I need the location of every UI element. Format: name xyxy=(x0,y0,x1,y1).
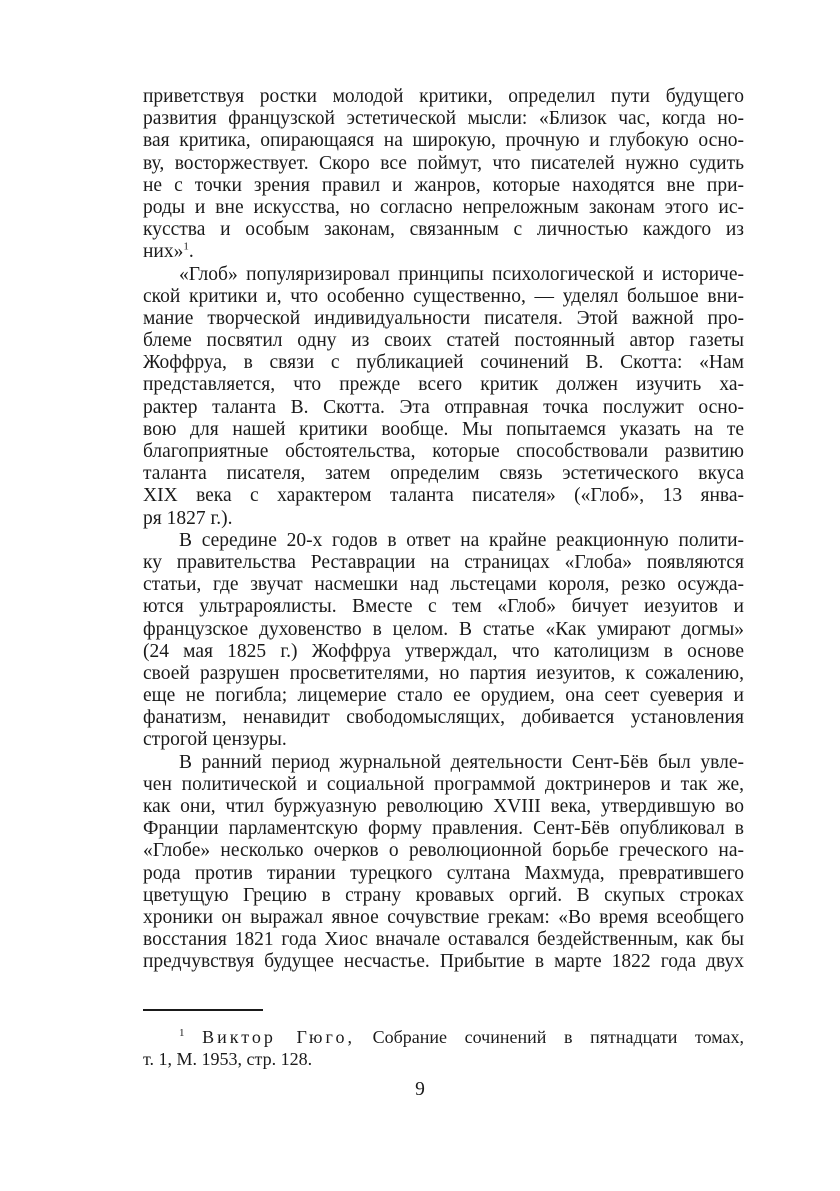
body-text xyxy=(143,86,744,974)
paragraph-start: В ранний период журнальной деятельности Сент-Бёв был увле- xyxy=(179,751,744,773)
text-line: роды и вне искусства, но согласно непреложным законам этого ис- xyxy=(143,196,744,218)
text-line-content: них» xyxy=(143,241,184,263)
text-line: «Глобе» несколько очерков о революционной борьбе греческого на- xyxy=(143,840,744,862)
page-number: 9 xyxy=(415,1079,425,1100)
footnote-author: Виктор Гюго, xyxy=(202,1027,355,1047)
text-line: строгой цензуры. xyxy=(143,729,287,751)
text-line: ской критики и, что особенно существенно, — уделял большое вни- xyxy=(143,285,744,307)
text-line: мание творческой индивидуальности писателя. Этой важной про- xyxy=(143,307,744,329)
text-line: ву, восторжествует. Скоро все поймут, что писателей нужно судить xyxy=(143,152,744,174)
text-line: них»$^1$. xyxy=(143,240,194,263)
text-line: предчувствуя будущее несчастье. Прибытие в марте 1822 года двух xyxy=(143,951,744,973)
footnote-title: Собрание сочинений в пятнадцати томах, xyxy=(372,1027,745,1047)
text-line: XIX века с характером таланта писателя» («Глоб», 13 янва- xyxy=(143,485,744,507)
text-line: таланта писателя, затем определим связь эстетического вкуса xyxy=(143,463,744,485)
footnote xyxy=(143,1026,744,1070)
text-line: фанатизм, ненавидит свободомыслящих, добивается установления xyxy=(143,707,744,729)
text-line: благоприятные обстоятельства, которые способствовали развитию xyxy=(143,441,744,462)
text-line: ку правительства Реставрации на страницах «Глоба» появляются xyxy=(143,551,744,573)
text-line: цветущую Грецию в страну кровавых оргий. В скупых строках xyxy=(143,884,744,906)
footnote-reference[interactable]: 1 xyxy=(183,240,189,253)
footnote-line: т. 1, М. 1953, стр. 128. xyxy=(143,1049,313,1069)
text-line: (24 мая 1825 г.) Жоффруа утверждал, что католицизм в основе xyxy=(143,640,744,662)
text-line: представляется, что прежде всего критик должен изучить ха- xyxy=(143,374,744,396)
paragraph-start: В середине 20-х годов в ответ на крайне реакционную полити- xyxy=(179,529,744,551)
text-line: своей разрушен просветителями, но партия иезуитов, к сожалению, xyxy=(143,662,744,684)
text-line: хроники он выражал явное сочувствие грекам: «Во время всеобщего xyxy=(143,906,744,928)
text-line: вою для нашей критики вообще. Мы попытаемся указать на те xyxy=(143,418,744,440)
text-line: приветствуя ростки молодой критики, определил пути будущего xyxy=(143,86,744,107)
text-line: блеме посвятил одну из своих статей постоянный автор газеты xyxy=(143,330,744,352)
text-line: чен политической и социальной программой доктринеров и так же, xyxy=(143,773,744,795)
paragraph-start: «Глоб» популяризировал принципы психологической и историче- xyxy=(179,263,744,285)
text-line: кусства и особым законам, связанным с личностью каждого из xyxy=(143,219,744,241)
footnote-line xyxy=(143,1026,744,1048)
text-line: рактер таланта В. Скотта. Эта отправная точка послужит осно- xyxy=(143,396,744,418)
text-line: восстания 1821 года Хиос вначале оставался бездейственным, как бы xyxy=(143,929,744,951)
text-line: Жоффруа, в связи с публикацией сочинений В. Скотта: «Нам xyxy=(143,352,744,374)
text-line: не с точки зрения правил и жанров, которые находятся вне при- xyxy=(143,174,744,196)
footnote-divider xyxy=(143,1009,263,1011)
text-line: развития французской эстетической мысли: «Близок час, когда но- xyxy=(143,108,744,130)
text-line: рода против тирании турецкого султана Махмуда, превратившего xyxy=(143,862,744,884)
text-line: Франции парламентскую форму правления. Сент-Бёв опубликовал в xyxy=(143,818,744,840)
text-line: французское духовенство в целом. В статье «Как умирают догмы» xyxy=(143,618,744,640)
footnote-marker: 1 xyxy=(179,1027,185,1039)
text-line: ются ультрароялисты. Вместе с тем «Глоб» бичует иезуитов и xyxy=(143,596,744,618)
text-line: как они, чтил буржуазную революцию XVIII века, утвердившую во xyxy=(143,796,744,817)
text-line: еще не погибла; лицемерие стало ее орудием, она сеет суеверия и xyxy=(143,685,744,707)
text-line: статьи, где звучат насмешки над льстецами короля, резко осужда- xyxy=(143,574,744,596)
text-line: ря 1827 г.). xyxy=(143,507,233,529)
text-line: вая критика, опирающаяся на широкую, прочную и глубокую осно- xyxy=(143,130,744,152)
